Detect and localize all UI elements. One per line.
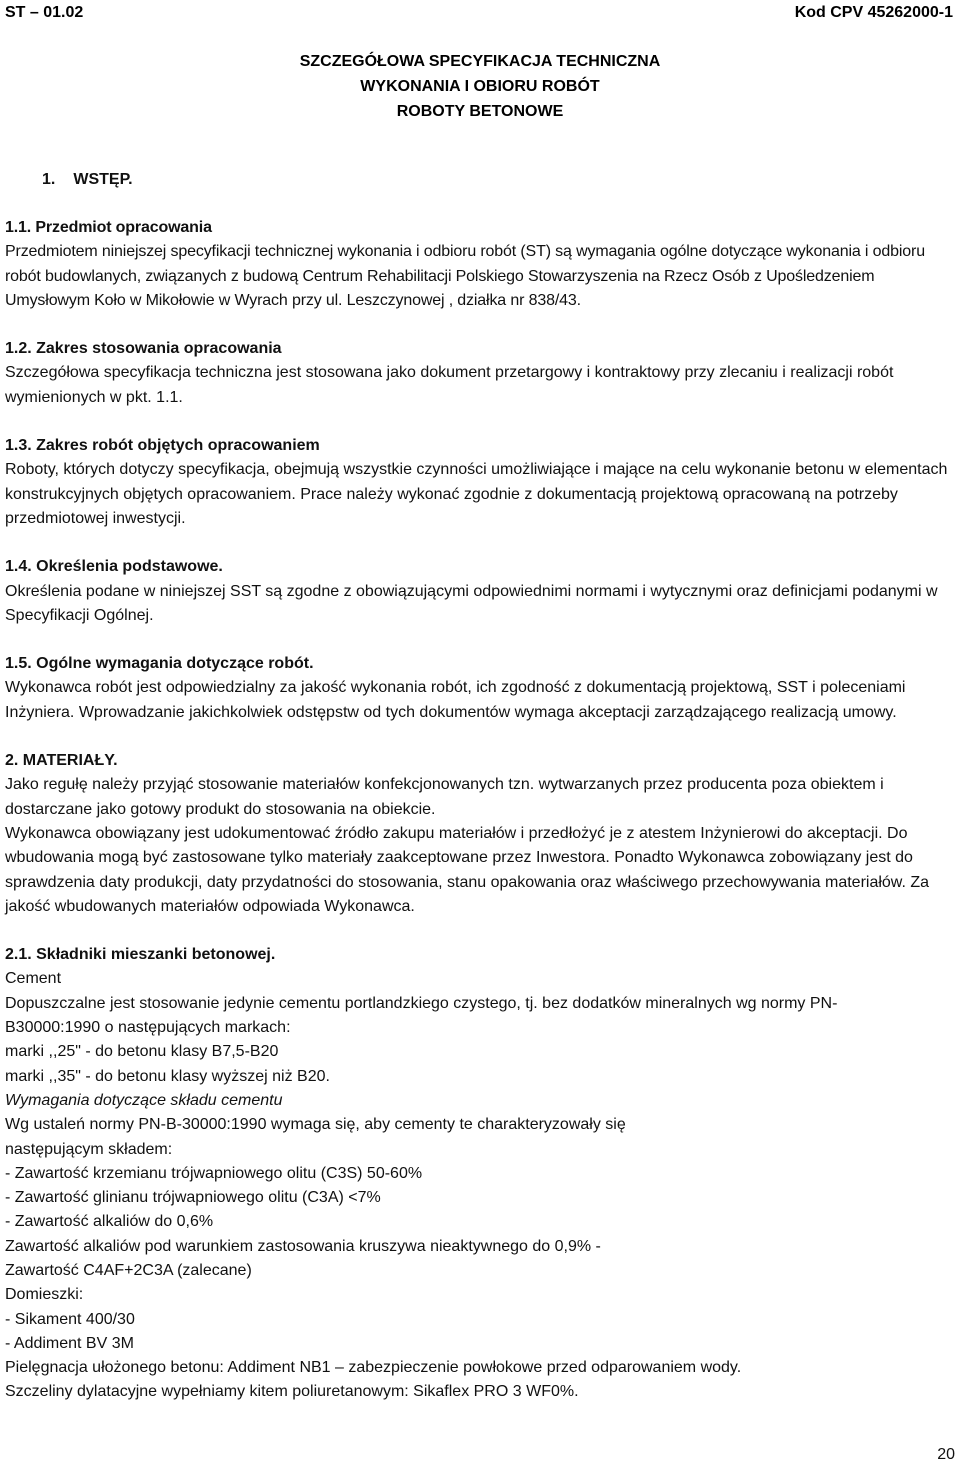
- list-item: - Zawartość alkaliów do 0,6%: [5, 1213, 214, 1231]
- section-1-5-heading: 1.5. Ogólne wymagania dotyczące robót.: [5, 655, 314, 673]
- section-1-5: [5, 652, 955, 725]
- text-line: marki ,,35" - do betonu klasy wyższej niż B20.: [5, 1067, 330, 1085]
- section-1-heading: [42, 171, 151, 189]
- section-2-1-heading: 2.1. Składniki mieszanki betonowej.: [5, 946, 276, 964]
- text-line: B30000:1990 o następujących markach:: [5, 1019, 291, 1037]
- section-2: [5, 749, 955, 919]
- text-line: marki ,,25" - do betonu klasy B7,5-B20: [5, 1043, 279, 1061]
- title-line-3: ROBOTY BETONOWE: [396, 103, 564, 120]
- list-item: - Zawartość glinianu trójwapniowego olitu (C3A) <7%: [5, 1189, 381, 1207]
- section-1-2-heading: 1.2. Zakres stosowania opracowania: [5, 340, 282, 358]
- section-1-4-heading: 1.4. Określenia podstawowe.: [5, 558, 223, 576]
- text-line: Pielęgnacja ułożonego betonu: Addiment NB1 – zabezpieczenie powłokowe przed odparowaniem wody.: [5, 1359, 742, 1377]
- page-header: [5, 4, 955, 28]
- title-line-1: SZCZEGÓŁOWA SPECYFIKACJA TECHNICZNA: [299, 53, 661, 70]
- text-line: następującym składem:: [5, 1140, 173, 1158]
- section-1-4: [5, 555, 955, 628]
- text-line: Zawartość C4AF+2C3A (zalecane): [5, 1261, 252, 1279]
- cpv-code: Kod CPV 45262000-1: [794, 4, 953, 21]
- list-item: - Sikament 400/30: [5, 1310, 135, 1328]
- section-2-paragraph-1: Jako regułę należy przyjąć stosowanie materiałów konfekcjonowanych tzn. wytwarzanych przez producenta poza obiektem i dostarczane jako gotowy produkt do stosowania na obiekcie.: [5, 776, 884, 818]
- list-item: - Addiment BV 3M: [5, 1334, 134, 1352]
- section-1-3-heading: 1.3. Zakres robót objętych opracowaniem: [5, 437, 320, 455]
- title-line-2: WYKONANIA I OBIORU ROBÓT: [360, 78, 600, 95]
- section-1-1-heading: 1.1. Przedmiot opracowania: [5, 219, 212, 236]
- text-line: Wg ustaleń normy PN-B-30000:1990 wymaga się, aby cementy te charakteryzowały się: [5, 1116, 626, 1134]
- document-title: [0, 49, 960, 124]
- spec-code: ST – 01.02: [5, 4, 84, 21]
- section-1-5-text: Wykonawca robót jest odpowiedzialny za jakość wykonania robót, ich zgodność z dokumentacją projektową, SST i poleceniami Inżyniera. Wprowadzanie jakichkolwiek odstępstw od tych dokumentów wymaga akceptacji zarządzającego realizacją umowy.: [5, 679, 906, 721]
- section-1-number: 1.: [42, 171, 56, 188]
- text-line: Domieszki:: [5, 1286, 84, 1304]
- section-2-heading: 2. MATERIAŁY.: [5, 752, 118, 770]
- section-1-3: [5, 434, 955, 531]
- section-1-label: WSTĘP.: [73, 171, 133, 188]
- text-line: Dopuszczalne jest stosowanie jedynie cementu portlandzkiego czystego, tj. bez dodatków mineralnych wg normy PN-: [5, 994, 838, 1012]
- text-line: Zawartość alkaliów pod warunkiem zastosowania kruszywa nieaktywnego do 0,9% -: [5, 1237, 601, 1255]
- section-1-2-text: Szczegółowa specyfikacja techniczna jest stosowana jako dokument przetargowy i kontraktowy przy zlecaniu i realizacji robót wymienionych w pkt. 1.1.: [5, 364, 894, 406]
- section-2-paragraph-2: Wykonawca obowiązany jest udokumentować źródło zakupu materiałów i przedłożyć je z atestem Inżynierowi do akceptacji. Do wbudowania mogą być zastosowane tylko materiały zaakceptowane przez Inwestora. Ponadto Wykonawca zobowiązany jest do sprawdzenia daty produkcji, daty przydatności do stosowania, stanu opakowania oraz właściwego przechowywania materiałów. Za jakość wbudowanych materiałów odpowiada Wykonawca.: [5, 824, 930, 915]
- page-number: 20: [937, 1446, 955, 1463]
- cement-requirements-subheading: Wymagania dotyczące składu cementu: [5, 1091, 283, 1109]
- text-line: Szczeliny dylatacyjne wypełniamy kitem poliuretanowym: Sikaflex PRO 3 WF0%.: [5, 1383, 579, 1401]
- document-body: [5, 216, 955, 1429]
- section-1-4-text: Określenia podane w niniejszej SST są zgodne z obowiązującymi odpowiednimi normami i wytycznymi oraz definicjami podanymi w Specyfikacji Ogólnej.: [5, 582, 938, 624]
- section-1-3-text: Roboty, których dotyczy specyfikacja, obejmują wszystkie czynności umożliwiające i mające na celu wykonanie betonu w elementach konstrukcyjnych objętych opracowaniem. Prace należy wykonać zgodnie z dokumentacją projektową opracowaną na potrzeby przedmiotowej inwestycji.: [5, 461, 948, 527]
- section-1-2: [5, 337, 955, 410]
- list-item: - Zawartość krzemianu trójwapniowego olitu (C3S) 50-60%: [5, 1164, 423, 1182]
- section-1-1: [5, 216, 955, 313]
- section-1-1-text: Przedmiotem niniejszej specyfikacji technicznej wykonania i odbioru robót (ST) są wymagania ogólne dotyczące wykonania i odbioru robót budowlanych, związanych z budową Centrum Rehabilitacji Polskiego Stowarzyszenia na Rzecz Osób z Upośledzeniem Umysłowym Koło w Mikołowie w Wyrach przy ul. Leszczynowej , działka nr 838/43.: [5, 243, 925, 309]
- text-line: Cement: [5, 970, 62, 988]
- section-2-1: [5, 943, 955, 1405]
